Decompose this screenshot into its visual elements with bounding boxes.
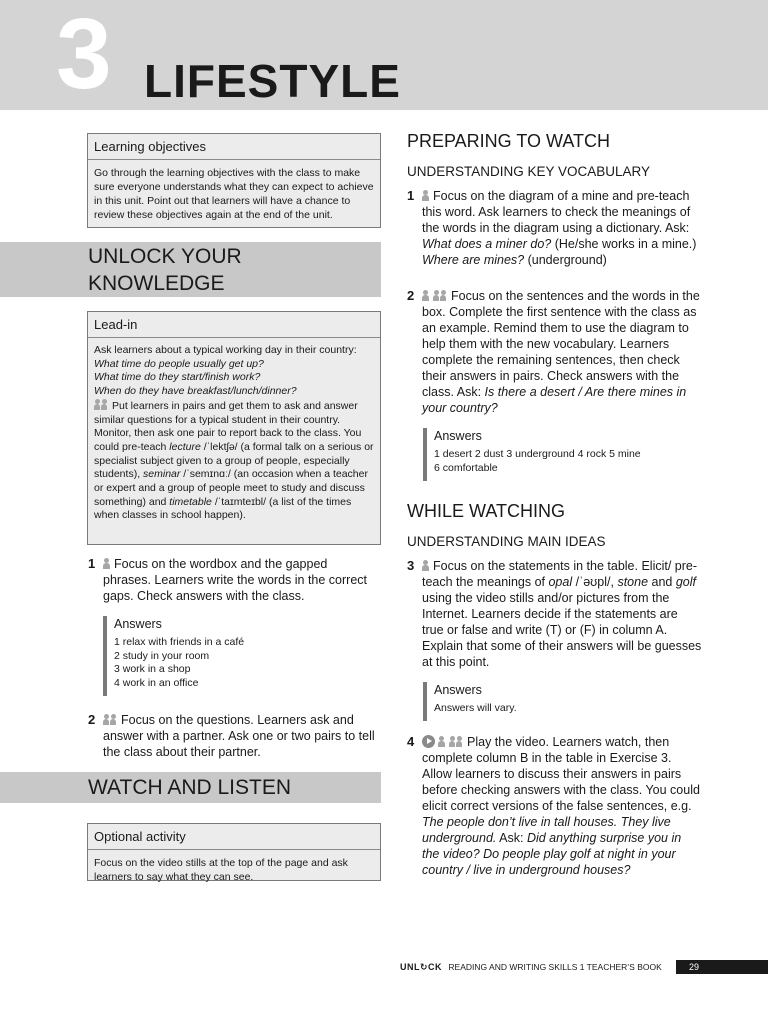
pair-work-icon xyxy=(94,399,108,410)
pair-work-icon xyxy=(449,736,463,747)
exercise-1-answers xyxy=(103,616,373,696)
answers-title: Answers xyxy=(114,617,162,631)
unlock-logo: UNL↻CK xyxy=(400,962,443,972)
answer-line: 1 desert 2 dust 3 underground 4 rock 5 mine xyxy=(434,448,641,460)
page-number: 29 xyxy=(676,960,768,974)
optional-activity-title: Optional activity xyxy=(88,828,380,850)
answers-title: Answers xyxy=(434,429,482,443)
answer-line: 3 work in a shop xyxy=(114,663,191,675)
individual-work-icon xyxy=(103,558,110,569)
unit-header xyxy=(0,0,768,110)
preparing-subheading: UNDERSTANDING KEY VOCABULARY xyxy=(407,164,651,179)
watch-listen-heading xyxy=(0,772,381,803)
lead-in-question-1: What time do people usually get up? xyxy=(94,357,264,370)
exercise-number: 1 xyxy=(407,188,415,203)
while-watching-heading: WHILE WATCHING xyxy=(407,501,565,521)
individual-work-icon xyxy=(422,560,429,571)
learning-objectives-title: Learning objectives xyxy=(88,138,380,160)
lead-in-title: Lead-in xyxy=(88,316,380,338)
exercise-1-right: 1 Focus on the diagram of a mine and pre-teach this word. Ask learners to check the meanings of the words in the diagram using a dictionary. Ask: What does a miner do? (He/she works in a mine.) Where are mines? (underground) xyxy=(407,188,697,267)
watch-listen-title: WATCH AND LISTEN xyxy=(88,776,292,799)
exercise-3-answers xyxy=(423,682,703,721)
exercise-2-left xyxy=(88,712,378,760)
exercise-number: 2 xyxy=(407,288,415,303)
unit-number: 3 xyxy=(56,0,112,110)
book-title: READING AND WRITING SKILLS 1 TEACHER’S BOOK xyxy=(448,962,662,972)
answer-line: 6 comfortable xyxy=(434,461,498,474)
individual-work-icon xyxy=(422,290,429,301)
exercise-2-right: 2 Focus on the sentences and the words in the box. Complete the first sentence with the class as an example. Remind them to use the diagram to help them with the new vocabulary. Learners complete the remaining sentences, then check their answers in pairs. Check answers with the class. Ask: Is there a desert / Are there mines in your country? xyxy=(407,288,700,415)
exercise-number: 2 xyxy=(88,712,96,727)
exercise-2-text: Focus on the questions. Learners ask and answer with a partner. Ask one or two pairs to tell the class about their partner. xyxy=(103,713,375,759)
unit-title: LIFESTYLE xyxy=(144,55,401,107)
exercise-3-right: 3 Focus on the statements in the table. Elicit/ pre-teach the meanings of opal /ˈəʊpl/, stone and golf using the video stills and/or pictures from the Internet. Learners decide if the statements are true or false and write (T) or (F) in column A. Explain that some of their answers will be guesses at this point. xyxy=(407,558,702,669)
exercise-1-text: Focus on the wordbox and the gapped phrases. Learners write the words in the correct gaps. Check answers with the class. xyxy=(103,557,368,603)
lead-in-question-3: When do they have breakfast/lunch/dinner? xyxy=(94,385,297,398)
play-video-icon xyxy=(422,735,435,748)
answer-line: Answers will vary. xyxy=(434,702,517,714)
exercise-number: 4 xyxy=(407,734,415,749)
answer-line: 1 relax with friends in a café xyxy=(114,636,245,648)
lead-in-paragraph: Put learners in pairs and get them to ask and answer similar questions for a typical student in their country. Monitor, then ask one pair to report back to the class. You could pre-teach lecture /ˈlektʃə/ (a formal talk on a serious or specialist subject given to a group of people, especially students), seminar /ˈsemɪnɑː/ (an occasion when a teacher or expert and a group of people meet to study and discuss something) and timetable /ˈtaɪmteɪbl/ (a list of the times when classes in school happen). xyxy=(94,399,374,522)
exercise-4-right: 4 Play the video. Learners watch, then complete column B in the table in Exercise 3. Allow learners to discuss their answers in pairs before checking answers with the class. You could elicit correct versions of the false sentences, e.g. The people don’t live in tall houses. They live underground. Ask: Did anything surprise you in the video? Do people play golf at night in your country / live in underground houses? xyxy=(407,734,700,877)
answer-line: 4 work in an office xyxy=(114,676,199,689)
exercise-1-left xyxy=(88,556,378,604)
pair-work-icon xyxy=(103,714,117,725)
unlock-knowledge-line2: KNOWLEDGE xyxy=(88,272,225,295)
learning-objectives-text: Go through the learning objectives with the class to make sure everyone understands what they can expect to achieve in this unit. Point out that learners will have a chance to review these objectives again at the end of the unit. xyxy=(94,167,374,221)
exercise-2-answers xyxy=(423,428,703,481)
lead-in-box xyxy=(87,311,381,545)
lead-in-intro: Ask learners about a typical working day in their country: xyxy=(94,344,357,356)
unlock-knowledge-line1: UNLOCK YOUR xyxy=(88,245,242,268)
optional-activity-text: Focus on the video stills at the top of the page and ask learners to say what they can see. xyxy=(94,857,348,883)
exercise-number: 3 xyxy=(407,558,415,573)
individual-work-icon xyxy=(438,736,445,747)
lead-in-question-2: What time do they start/finish work? xyxy=(94,371,261,384)
pair-work-icon xyxy=(433,290,447,301)
optional-activity-box xyxy=(87,823,381,881)
individual-work-icon xyxy=(422,190,429,201)
page-footer xyxy=(400,960,768,974)
answers-title: Answers xyxy=(434,683,482,697)
exercise-number: 1 xyxy=(88,556,96,571)
unlock-knowledge-heading xyxy=(0,242,381,297)
learning-objectives-box xyxy=(87,133,381,228)
while-watching-subheading: UNDERSTANDING MAIN IDEAS xyxy=(407,534,606,549)
preparing-heading: PREPARING TO WATCH xyxy=(407,131,611,151)
answer-line: 2 study in your room xyxy=(114,649,210,662)
